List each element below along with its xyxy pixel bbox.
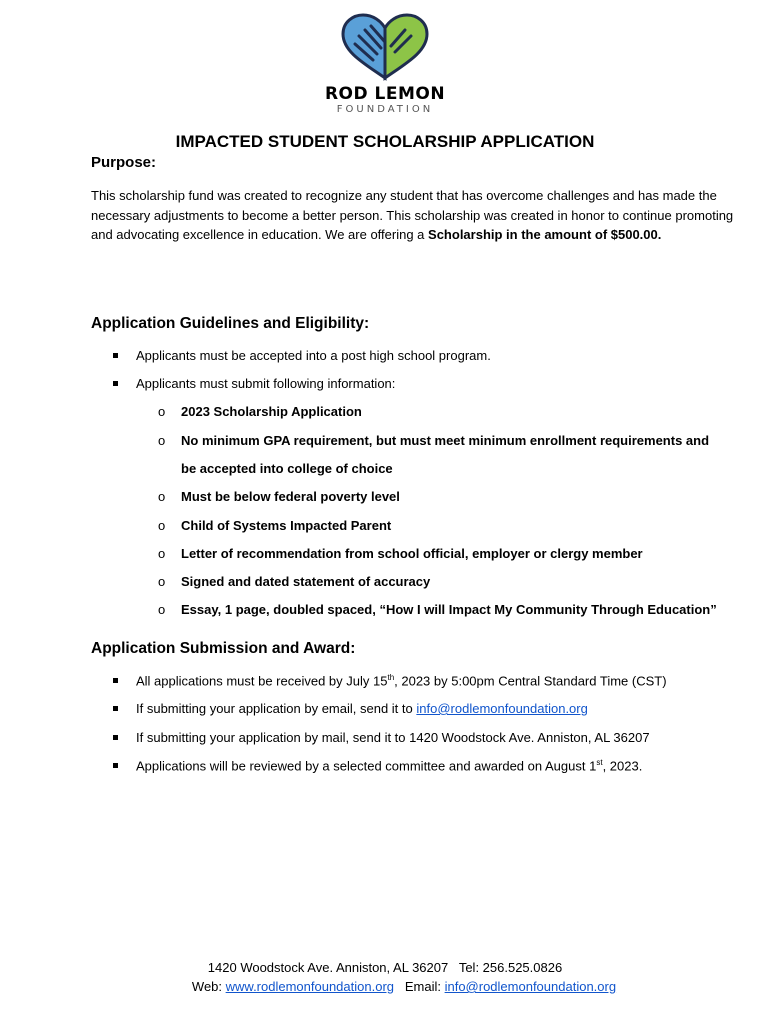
circle-marker: o <box>158 574 166 589</box>
deadline-text-rest: , 2023 by 5:00pm Central Standard Time (CST) <box>394 673 667 689</box>
circle-marker: o <box>158 404 166 419</box>
logo-name: ROD LEMON <box>324 84 446 104</box>
bullet-icon <box>113 353 118 358</box>
purpose-heading: Purpose: <box>91 154 157 171</box>
ordinal-suffix: th <box>387 673 395 682</box>
deadline-text: All applications must be received by July 15 <box>136 673 388 689</box>
requirement-text: Signed and dated statement of accuracy <box>181 574 431 589</box>
circle-marker: o <box>158 602 166 617</box>
circle-marker: o <box>158 489 166 504</box>
page-footer <box>0 958 770 996</box>
circle-marker: o <box>158 433 166 448</box>
email-instruction: If submitting your application by email, send it to <box>136 701 417 716</box>
logo-subtitle: FOUNDATION <box>336 104 434 115</box>
website-link[interactable]: www.rodlemonfoundation.org <box>225 979 395 994</box>
requirement-text: Child of Systems Impacted Parent <box>181 518 392 533</box>
bullet-icon <box>113 735 118 740</box>
email-link[interactable]: info@rodlemonfoundation.org <box>416 701 588 716</box>
email-label: Email: <box>394 979 445 994</box>
bullet-icon <box>113 763 118 768</box>
footer-contact <box>0 977 770 996</box>
list-item-text: Applicants must be accepted into a post high school program. <box>136 348 491 363</box>
requirement-text: No minimum GPA requirement, but must meet minimum enrollment requirements and <box>181 433 710 448</box>
circle-marker: o <box>158 546 166 561</box>
guidelines-heading: Application Guidelines and Eligibility: <box>91 315 370 332</box>
award-text-rest: , 2023. <box>602 758 643 774</box>
bullet-icon <box>113 381 118 386</box>
requirement-text: Must be below federal poverty level <box>181 489 400 504</box>
purpose-amount: Scholarship in the amount of $500.00. <box>428 227 662 242</box>
circle-marker: o <box>158 518 166 533</box>
page-title: IMPACTED STUDENT SCHOLARSHIP APPLICATION <box>175 132 595 151</box>
requirement-text: Letter of recommendation from school official, employer or clergy member <box>181 546 643 561</box>
bullet-icon <box>113 706 118 711</box>
web-label: Web: <box>191 979 226 994</box>
purpose-text: This scholarship fund was created to recognize any student that has overcome challenges and has made the necessary adjustments to become a better person. This scholarship was created in honor to continue promoting and advocating excellence in education. We are offering a <box>91 188 734 242</box>
submission-heading: Application Submission and Award: <box>91 640 356 657</box>
footer-address: 1420 Woodstock Ave. Anniston, AL 36207 Tel: 256.525.0826 <box>207 960 563 975</box>
list-item-text: Applicants must submit following information: <box>136 376 396 391</box>
requirement-text: be accepted into college of choice <box>181 461 393 476</box>
award-text: Applications will be reviewed by a selected committee and awarded on August 1 <box>136 758 597 774</box>
ordinal-suffix: st <box>596 758 603 767</box>
requirement-text: 2023 Scholarship Application <box>181 404 362 419</box>
requirement-text: Essay, 1 page, doubled spaced, “How I will Impact My Community Through Education” <box>181 602 717 617</box>
bullet-icon <box>113 678 118 683</box>
footer-email-link[interactable]: info@rodlemonfoundation.org <box>444 979 617 994</box>
heart-hands-icon <box>335 12 435 82</box>
purpose-paragraph <box>91 186 741 245</box>
foundation-logo <box>0 12 770 115</box>
list-item-text <box>136 758 642 773</box>
list-item-text <box>136 673 667 688</box>
list-item-text <box>136 701 588 716</box>
list-item-text: If submitting your application by mail, send it to 1420 Woodstock Ave. Anniston, AL 36207 <box>136 730 650 745</box>
